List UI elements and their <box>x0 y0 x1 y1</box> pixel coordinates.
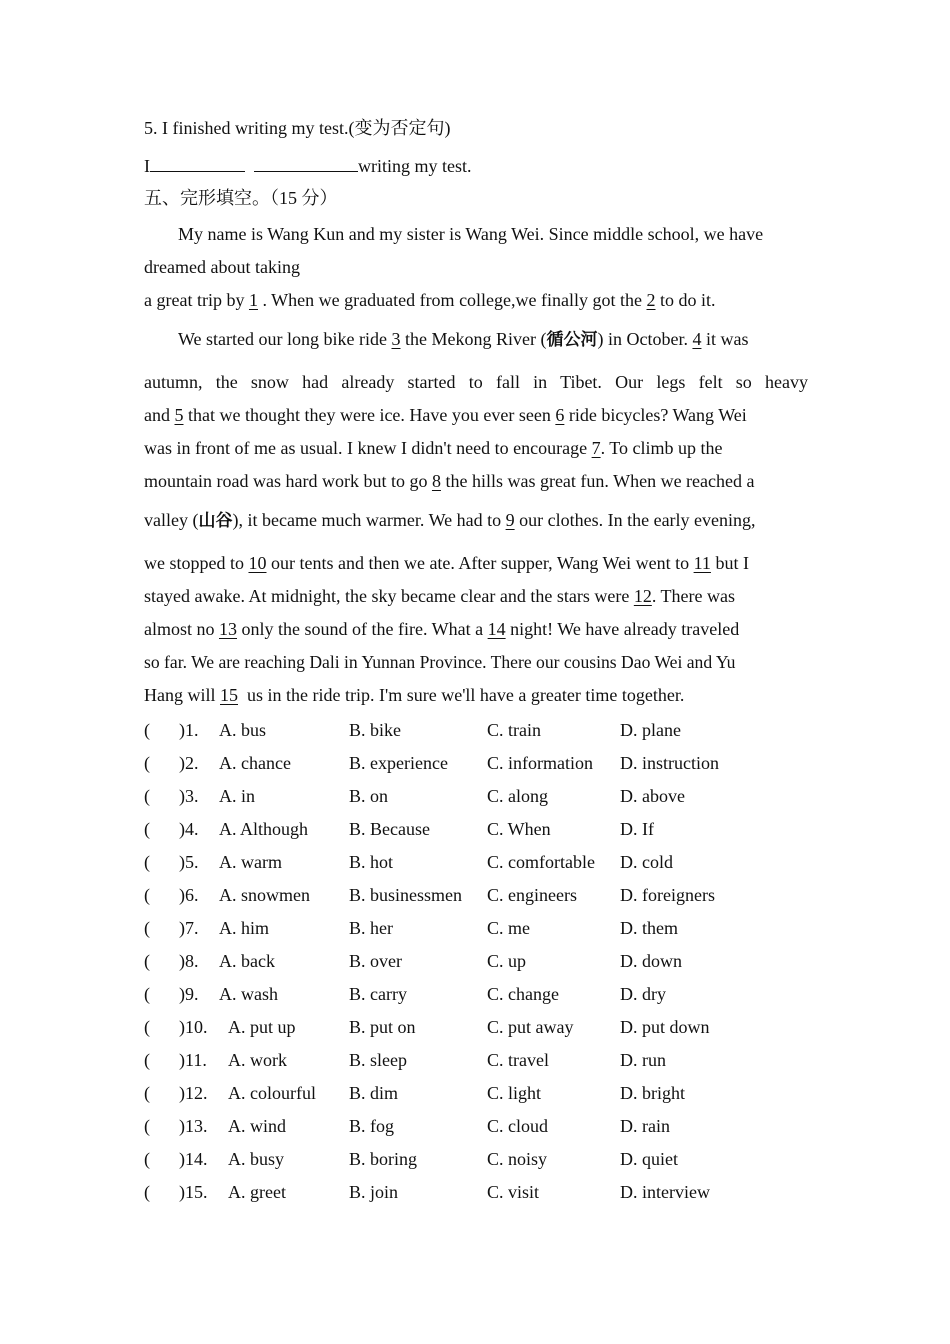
question-row <box>144 917 808 939</box>
question-number: )4. <box>179 819 199 839</box>
passage-text: our clothes. In the early evening, <box>519 510 756 530</box>
question-row <box>144 1115 808 1137</box>
option-a: A. Although <box>219 819 309 839</box>
answer-paren[interactable]: ( <box>144 852 150 872</box>
passage-text: valley ( <box>144 510 199 530</box>
blank-number: 10 <box>248 553 267 573</box>
question-row <box>144 719 808 741</box>
question-number: )15. <box>179 1182 208 1202</box>
option-d: D. If <box>620 819 654 839</box>
option-a: A. back <box>219 951 275 971</box>
answer-paren[interactable]: ( <box>144 819 150 839</box>
answer-blank-2[interactable] <box>254 154 358 172</box>
option-b: B. on <box>349 786 389 806</box>
option-c: C. up <box>487 951 527 971</box>
option-d: D. cold <box>620 852 673 872</box>
option-a: A. warm <box>219 852 282 872</box>
option-b: B. her <box>349 918 393 938</box>
question-row <box>144 983 808 1005</box>
answer-end: writing my test. <box>358 156 472 176</box>
option-b: B. fog <box>349 1116 394 1136</box>
option-c: C. information <box>487 753 593 773</box>
option-c: C. travel <box>487 1050 549 1070</box>
question-number: )3. <box>179 786 199 806</box>
rewrite-answer-line <box>144 154 472 176</box>
question-row <box>144 1148 808 1170</box>
option-c: C. visit <box>487 1182 540 1202</box>
option-c: C. change <box>487 984 559 1004</box>
option-d: D. quiet <box>620 1149 678 1169</box>
question-number: )9. <box>179 984 199 1004</box>
option-c: C. light <box>487 1083 542 1103</box>
question-row <box>144 752 808 774</box>
passage-line <box>178 329 748 350</box>
answer-paren[interactable]: ( <box>144 1050 150 1070</box>
option-b: B. Because <box>349 819 430 839</box>
passage-text: was in front of me as usual. I knew I didn't need to encourage <box>144 438 588 458</box>
answer-blank-1[interactable] <box>150 154 245 172</box>
blank-number: 9 <box>505 510 515 530</box>
blank-number: 14 <box>487 619 506 639</box>
option-a: A. him <box>219 918 270 938</box>
passage-text: the hills was great fun. When we reached a <box>445 471 755 491</box>
answer-start: I <box>144 156 150 176</box>
passage-text: but I <box>715 553 749 573</box>
option-a: A. wash <box>219 984 278 1004</box>
passage-text: . There was <box>651 586 735 606</box>
option-d: D. put down <box>620 1017 710 1037</box>
option-c: C. noisy <box>487 1149 548 1169</box>
passage-text: . To climb up the <box>600 438 723 458</box>
option-a: A. colourful <box>228 1083 316 1103</box>
passage-text: 循公河 <box>546 330 598 350</box>
answer-paren[interactable]: ( <box>144 885 150 905</box>
question-number: )6. <box>179 885 199 905</box>
passage-text: and <box>144 405 170 425</box>
option-d: D. them <box>620 918 678 938</box>
passage-text: night! We have already traveled <box>510 619 740 639</box>
passage-line: so far. We are reaching Dali in Yunnan Province. There our cousins Dao Wei and Yu <box>144 652 736 672</box>
answer-paren[interactable]: ( <box>144 918 150 938</box>
option-d: D. above <box>620 786 685 806</box>
passage-line: My name is Wang Kun and my sister is Wang Wei. Since middle school, we have <box>178 224 764 244</box>
passage-line <box>144 438 723 458</box>
passage-line <box>144 290 716 310</box>
passage-line <box>144 619 739 639</box>
option-c: C. comfortable <box>487 852 595 872</box>
answer-paren[interactable]: ( <box>144 1017 150 1037</box>
question-row <box>144 1181 808 1203</box>
question-row <box>144 851 808 873</box>
passage-text: to do it. <box>660 290 716 310</box>
passage-line <box>144 553 749 573</box>
answer-paren[interactable]: ( <box>144 1182 150 1202</box>
option-d: D. interview <box>620 1182 710 1202</box>
option-c: C. along <box>487 786 548 806</box>
question-row <box>144 1049 808 1071</box>
option-d: D. instruction <box>620 753 719 773</box>
answer-paren[interactable]: ( <box>144 1149 150 1169</box>
passage-text: ) in October. <box>597 329 688 349</box>
blank-number: 7 <box>591 438 601 458</box>
passage-line: dreamed about taking <box>144 257 300 277</box>
passage-text: mountain road was hard work but to go <box>144 471 428 491</box>
option-d: D. bright <box>620 1083 685 1103</box>
passage-line <box>144 586 735 606</box>
option-a: A. put up <box>228 1017 296 1037</box>
passage-text: only the sound of the fire. What a <box>241 619 484 639</box>
option-a: A. bus <box>219 720 267 740</box>
option-b: B. join <box>349 1182 399 1202</box>
passage-line <box>144 471 755 491</box>
passage-text: the Mekong River ( <box>405 329 547 349</box>
option-a: A. snowmen <box>219 885 310 905</box>
passage-text: us in the ride trip. I'm sure we'll have a greater time together. <box>247 685 685 705</box>
option-a: A. greet <box>228 1182 286 1202</box>
question-number: )14. <box>179 1149 208 1169</box>
answer-paren[interactable]: ( <box>144 753 150 773</box>
option-d: D. plane <box>620 720 681 740</box>
question-row <box>144 785 808 807</box>
option-a: A. chance <box>219 753 291 773</box>
option-b: B. boring <box>349 1149 418 1169</box>
option-a: A. busy <box>228 1149 285 1169</box>
option-d: D. foreigners <box>620 885 715 905</box>
answer-paren[interactable]: ( <box>144 984 150 1004</box>
option-b: B. dim <box>349 1083 399 1103</box>
answer-paren[interactable]: ( <box>144 1083 150 1103</box>
passage-line: autumn, the snow had already started to fall in Tibet. Our legs felt so heavy <box>144 372 808 392</box>
passage-text: almost no <box>144 619 215 639</box>
question-row <box>144 950 808 972</box>
passage-line <box>144 510 756 531</box>
answer-paren[interactable]: ( <box>144 1116 150 1136</box>
passage-text: ), it became much warmer. We had to <box>232 510 502 530</box>
option-c: C. me <box>487 918 530 938</box>
option-b: B. businessmen <box>349 885 463 905</box>
option-b: B. carry <box>349 984 407 1004</box>
question-row <box>144 818 808 840</box>
passage-text: that we thought they were ice. Have you ever seen <box>188 405 551 425</box>
passage-text: our tents and then we ate. After supper, Wang Wei went to <box>270 553 690 573</box>
option-c: C. train <box>487 720 541 740</box>
option-c: C. engineers <box>487 885 577 905</box>
passage-text: Hang will <box>144 685 216 705</box>
answer-paren[interactable]: ( <box>144 720 150 740</box>
blank-number: 15 <box>220 685 238 705</box>
answer-paren[interactable]: ( <box>144 786 150 806</box>
question-number: )8. <box>179 951 199 971</box>
blank-number: 3 <box>391 329 401 349</box>
passage-text: a great trip by <box>144 290 245 310</box>
question-row <box>144 1016 808 1038</box>
passage-line <box>144 405 747 425</box>
passage-text: 山谷 <box>198 511 233 531</box>
question-row <box>144 1082 808 1104</box>
passage-text: . When we graduated from college,we finally got the <box>262 290 642 310</box>
blank-number: 2 <box>646 290 656 310</box>
option-d: D. run <box>620 1050 666 1070</box>
blank-number: 5 <box>174 405 184 425</box>
blank-number: 13 <box>219 619 237 639</box>
blank-number: 8 <box>431 471 441 491</box>
question-number: )7. <box>179 918 199 938</box>
passage-text: we stopped to <box>144 553 244 573</box>
option-c: C. put away <box>487 1017 574 1037</box>
option-c: C. When <box>487 819 551 839</box>
option-d: D. dry <box>620 984 666 1004</box>
passage-line <box>144 685 684 705</box>
blank-number: 11 <box>693 553 711 573</box>
blank-number: 1 <box>248 290 258 310</box>
option-b: B. hot <box>349 852 394 872</box>
option-b: B. bike <box>349 720 401 740</box>
blank-number: 6 <box>555 405 565 425</box>
option-b: B. experience <box>349 753 448 773</box>
option-c: C. cloud <box>487 1116 548 1136</box>
question-number: )1. <box>179 720 199 740</box>
option-b: B. over <box>349 951 402 971</box>
blank-number: 12 <box>633 586 652 606</box>
passage-text: it was <box>705 329 749 349</box>
question-number: )2. <box>179 753 199 773</box>
passage-text: stayed awake. At midnight, the sky became clear and the stars were <box>144 586 630 606</box>
blank-number: 4 <box>692 329 702 349</box>
answer-paren[interactable]: ( <box>144 951 150 971</box>
option-b: B. put on <box>349 1017 416 1037</box>
option-d: D. down <box>620 951 682 971</box>
option-d: D. rain <box>620 1116 670 1136</box>
section-heading: 五、完形填空。（15 分） <box>144 188 338 208</box>
rewrite-item: 5. I finished writing my test.(变为否定句) <box>144 118 451 138</box>
question-number: )12. <box>179 1083 208 1103</box>
question-number: )13. <box>179 1116 208 1136</box>
passage-text: We started our long bike ride <box>178 329 387 349</box>
option-b: B. sleep <box>349 1050 407 1070</box>
question-row <box>144 884 808 906</box>
question-number: )11. <box>179 1050 207 1070</box>
option-a: A. in <box>219 786 255 806</box>
option-a: A. wind <box>228 1116 286 1136</box>
question-number: )5. <box>179 852 199 872</box>
option-a: A. work <box>228 1050 287 1070</box>
passage-text: ride bicycles? Wang Wei <box>568 405 747 425</box>
question-number: )10. <box>179 1017 208 1037</box>
